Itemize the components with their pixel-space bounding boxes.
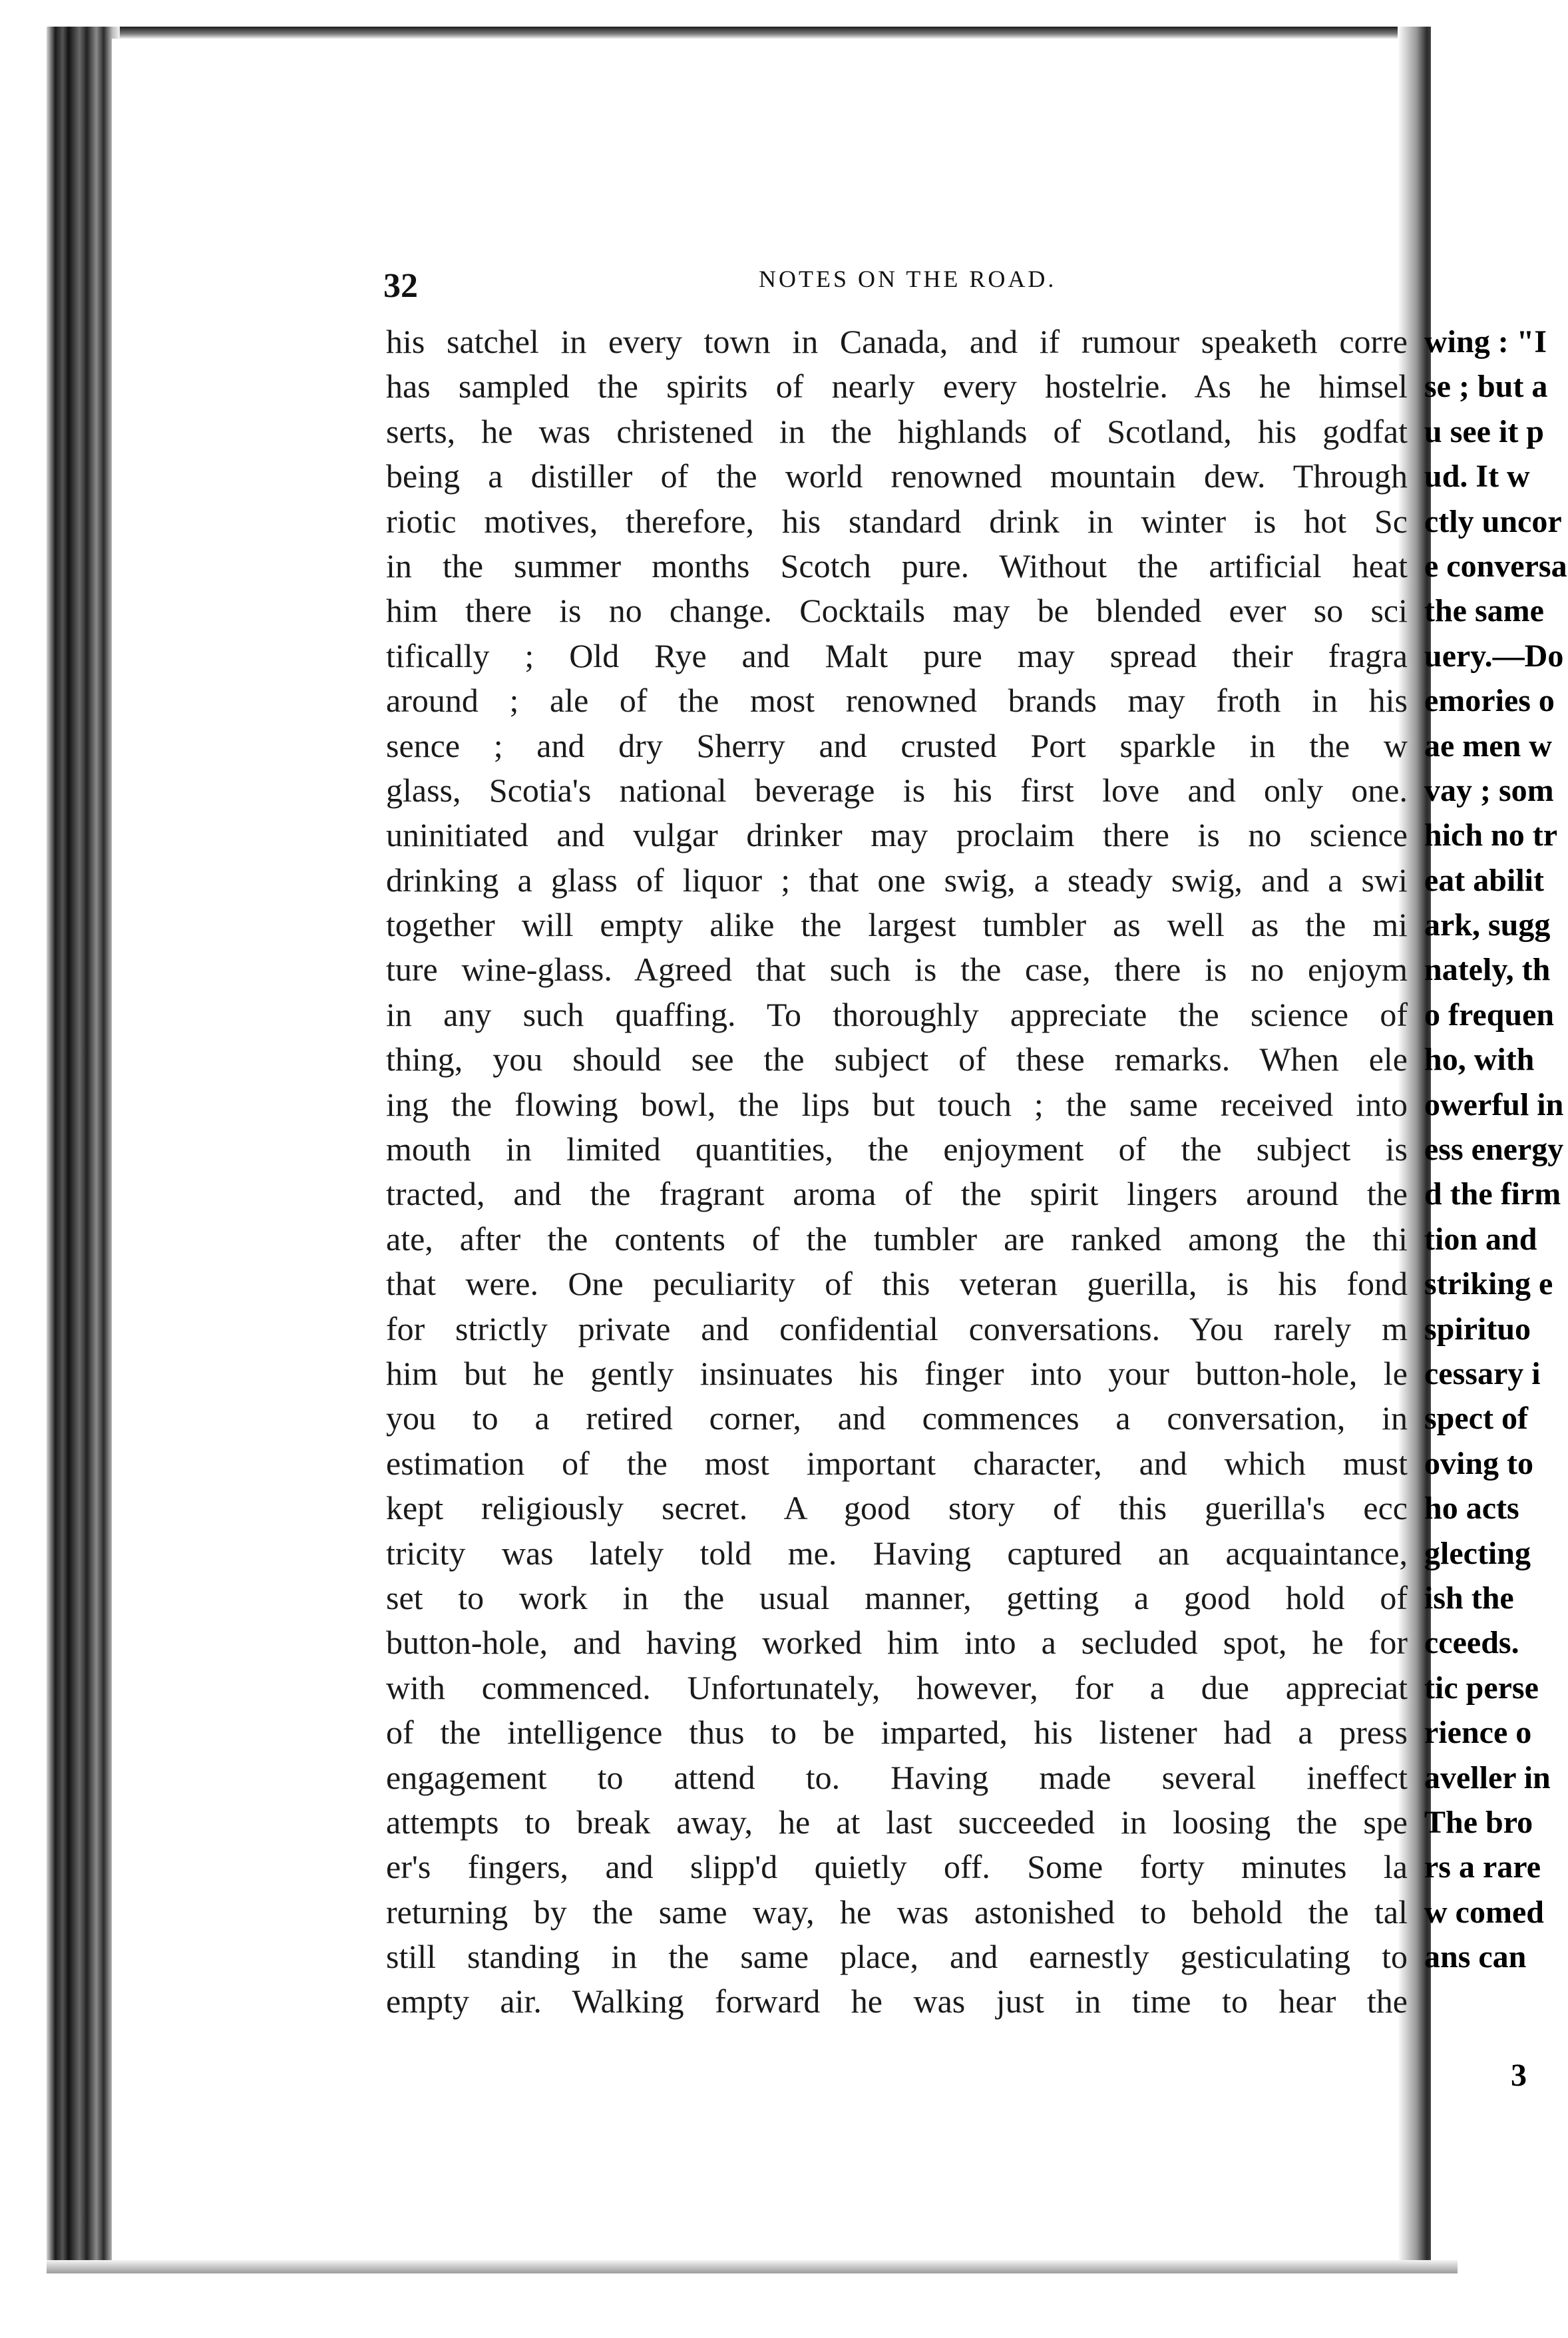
right-text-line: glecting: [1424, 1535, 1531, 1571]
right-text-line: the same: [1424, 593, 1544, 629]
text-line: set to work in the usual manner, getting a good hold of: [386, 1578, 1408, 1616]
right-text-line: owerful in: [1424, 1086, 1564, 1122]
right-text-line: ho acts: [1424, 1491, 1519, 1526]
right-text-line: d the firm: [1424, 1176, 1561, 1212]
right-text-line: ctly uncor: [1424, 503, 1562, 539]
text-line: together will empty alike the largest tumbler as well as the mi: [386, 906, 1408, 944]
right-text-line: cessary i: [1424, 1355, 1541, 1391]
right-text-line: rience o: [1424, 1715, 1532, 1751]
text-line: with commenced. Unfortunately, however, for a due appreciat: [386, 1668, 1408, 1706]
running-title: NOTES ON THE ROAD.: [759, 266, 1057, 292]
right-text-line: nately, th: [1424, 952, 1551, 988]
text-line: that were. One peculiarity of this veteran guerilla, is his fond: [386, 1265, 1408, 1303]
right-text-line: uery.—Do: [1424, 638, 1564, 674]
text-line: uninitiated and vulgar drinker may proclaim there is no science: [386, 816, 1408, 854]
text-line: sence ; and dry Sherry and crusted Port sparkle in the w: [386, 726, 1408, 764]
right-text-line: ark, sugg: [1424, 907, 1551, 943]
text-line: his satchel in every town in Canada, and if rumour speaketh corre: [386, 323, 1408, 360]
text-line: glass, Scotia's national beverage is his first love and only one.: [386, 771, 1408, 809]
right-text-line: cceeds.: [1424, 1625, 1519, 1661]
right-text-line: emories o: [1424, 683, 1555, 719]
book-bottom-edge: [47, 2260, 1458, 2273]
right-text-line: eat abilit: [1424, 862, 1544, 898]
text-line: being a distiller of the world renowned mountain dew. Through: [386, 457, 1408, 495]
right-text-line: ae men w: [1424, 728, 1552, 764]
text-line: er's fingers, and slipp'd quietly off. Some forty minutes la: [386, 1848, 1408, 1886]
text-line: tracted, and the fragrant aroma of the spirit lingers around the: [386, 1175, 1408, 1213]
text-line: still standing in the same place, and earnestly gesticulating to: [386, 1938, 1408, 1976]
right-text-line: ess energy: [1424, 1132, 1564, 1168]
right-text-line: ans can: [1424, 1939, 1527, 1975]
right-text-line: tic perse: [1424, 1670, 1539, 1706]
text-line: tricity was lately told me. Having captured an acquaintance,: [386, 1534, 1408, 1572]
right-text-line: hich no tr: [1424, 818, 1558, 853]
text-line: mouth in limited quantities, the enjoyment of the subject is: [386, 1130, 1408, 1168]
right-text-line: rs a rare: [1424, 1849, 1541, 1885]
body-text: [386, 320, 1408, 2024]
text-line: you to a retired corner, and commences a conversation, in: [386, 1399, 1408, 1437]
page-number: 32: [383, 267, 418, 305]
text-line: kept religiously secret. A good story of this guerilla's ecc: [386, 1489, 1408, 1527]
text-line: engagement to attend to. Having made several ineffect: [386, 1758, 1408, 1796]
right-text-line: wing : "I: [1424, 324, 1547, 359]
right-text-line: e conversa: [1424, 548, 1567, 584]
text-line: for strictly private and confidential conversations. You rarely m: [386, 1309, 1408, 1347]
text-line: serts, he was christened in the highlands of Scotland, his godfat: [386, 412, 1408, 450]
right-page-text: [1424, 320, 1568, 1979]
right-text-line: w comed: [1424, 1894, 1544, 1930]
text-line: attempts to break away, he at last succeeded in loosing the spe: [386, 1803, 1408, 1841]
right-text-line: spect of: [1424, 1401, 1528, 1437]
text-line: tifically ; Old Rye and Malt pure may spread their fragra: [386, 636, 1408, 674]
text-line: him there is no change. Cocktails may be blended ever so sci: [386, 592, 1408, 630]
right-text-line: o frequen: [1424, 997, 1555, 1033]
right-text-line: spirituo: [1424, 1311, 1531, 1347]
text-line: in any such quaffing. To thoroughly appreciate the science of: [386, 995, 1408, 1033]
right-text-line: tion and: [1424, 1221, 1537, 1257]
text-line: button-hole, and having worked him into a secluded spot, he for: [386, 1624, 1408, 1662]
text-line: returning by the same way, he was astonished to behold the tal: [386, 1893, 1408, 1931]
right-text-line: The bro: [1424, 1804, 1533, 1840]
right-text-line: vay ; som: [1424, 772, 1554, 808]
right-text-line: striking e: [1424, 1266, 1553, 1302]
text-line: around ; ale of the most renowned brands may froth in his: [386, 682, 1408, 720]
text-line: estimation of the most important character, and which must: [386, 1444, 1408, 1482]
text-line: him but he gently insinuates his finger into your button-hole, le: [386, 1354, 1408, 1392]
right-page-number: 3: [1511, 2058, 1527, 2093]
right-text-line: aveller in: [1424, 1759, 1551, 1795]
text-line: ture wine-glass. Agreed that such is the case, there is no enjoym: [386, 951, 1408, 989]
text-line: empty air. Walking forward he was just in time to hear the: [386, 1983, 1408, 2020]
text-line: riotic motives, therefore, his standard drink in winter is hot Sc: [386, 502, 1408, 540]
right-text-line: ish the: [1424, 1580, 1514, 1616]
book-top-edge: [47, 27, 1418, 39]
right-text-line: se ; but a: [1424, 369, 1548, 405]
text-line: ate, after the contents of the tumbler are ranked among the thi: [386, 1220, 1408, 1258]
right-text-line: ho, with: [1424, 1042, 1535, 1078]
book-fore-edge: [47, 27, 120, 2270]
right-text-line: oving to: [1424, 1445, 1534, 1481]
text-line: ing the flowing bowl, the lips but touch ; the same received into: [386, 1085, 1408, 1123]
text-line: of the intelligence thus to be imparted, his listener had a press: [386, 1714, 1408, 1752]
text-line: has sampled the spirits of nearly every hostelrie. As he himsel: [386, 367, 1408, 405]
right-text-line: u see it p: [1424, 413, 1544, 449]
text-line: thing, you should see the subject of these remarks. When ele: [386, 1041, 1408, 1078]
text-line: drinking a glass of liquor ; that one swig, a steady swig, and a swi: [386, 861, 1408, 899]
right-text-line: ud. It w: [1424, 459, 1530, 495]
text-line: in the summer months Scotch pure. Without the artificial heat: [386, 547, 1408, 584]
